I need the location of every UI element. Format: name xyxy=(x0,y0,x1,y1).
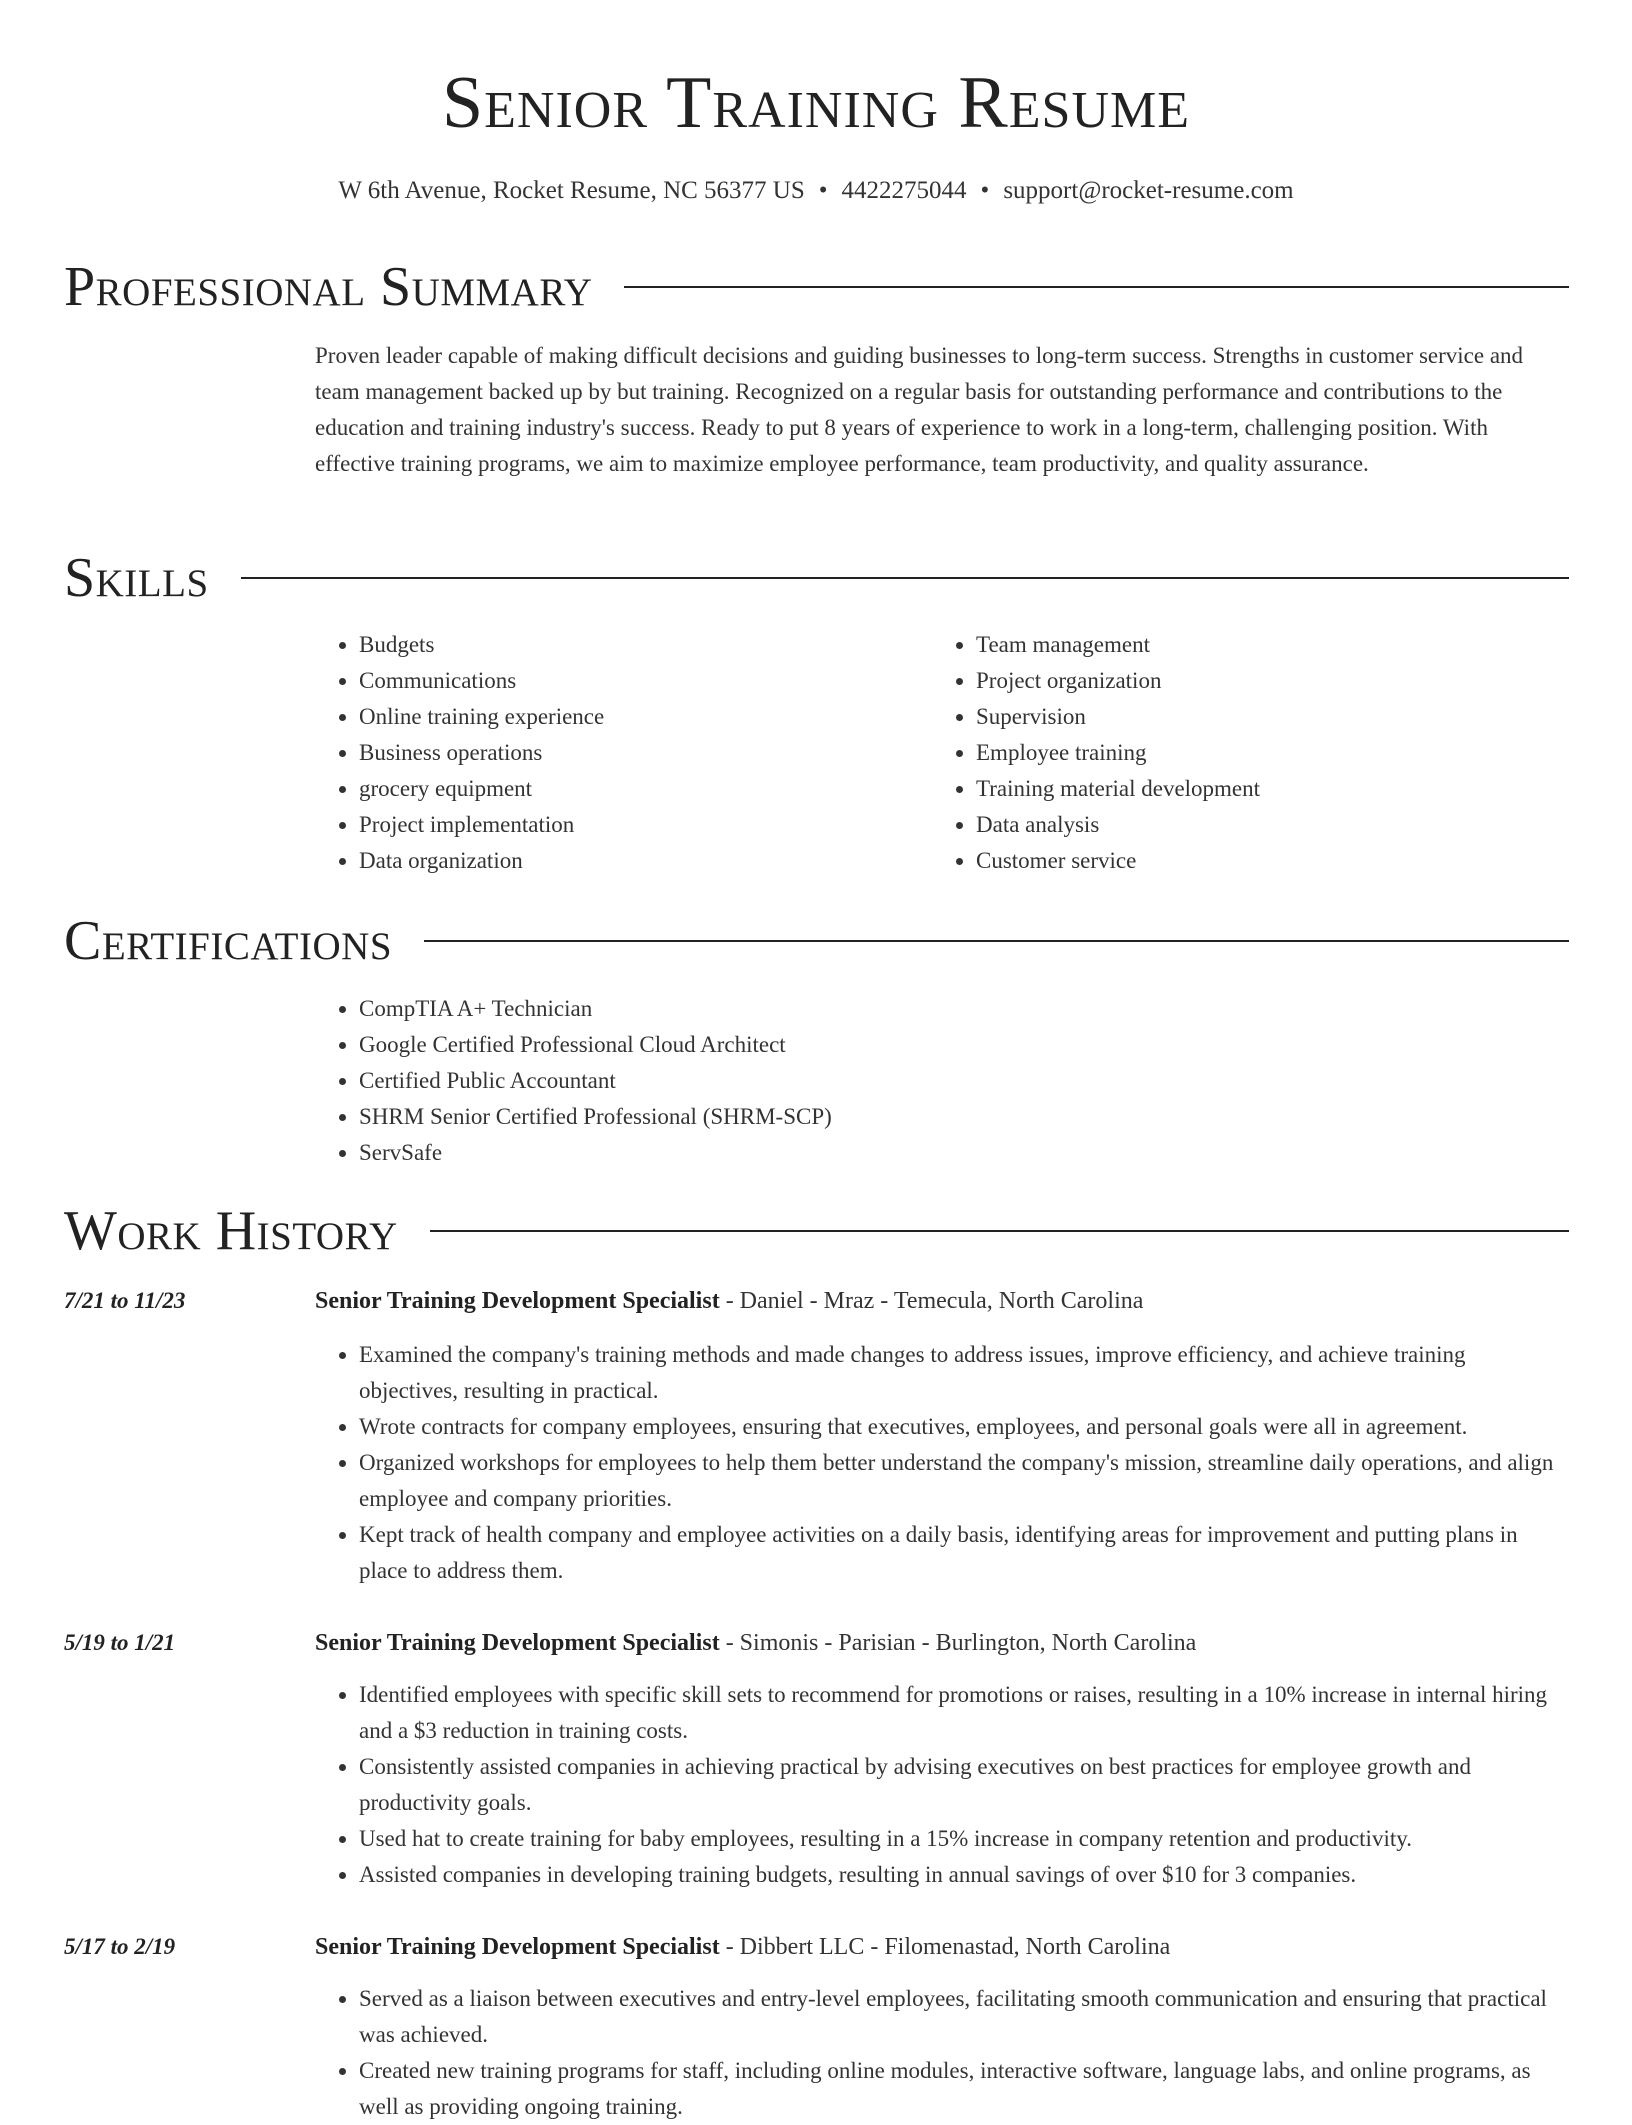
skill-item: • Supervision xyxy=(976,699,1576,735)
certifications-list xyxy=(315,991,1570,1171)
job-title: Senior Training Development Specialist xyxy=(315,1934,720,1960)
section-title-certifications: Certifications xyxy=(64,910,393,972)
skill-item: • Communications xyxy=(359,663,919,699)
summary-text: Proven leader capable of making difficult decisions and guiding businesses to long-term success. Strengths in customer service and team management backed up by but training. Recognized on a regular basis for outstanding performance and contributions to the education and training industry's success. Ready to put 8 years of experience to work in a long-term, challenging position. With effective training programs, we aim to maximize employee performance, team productivity, and quality assurance. xyxy=(315,343,1524,476)
certification-item: • ServSafe xyxy=(359,1135,1570,1171)
section-title-work-history: Work History xyxy=(64,1200,398,1262)
contact-separator: • xyxy=(818,177,828,204)
job-bullet-list xyxy=(315,1677,1570,1893)
skill-item: • Data organization xyxy=(359,843,919,879)
job-heading xyxy=(315,1625,1570,1661)
job-dates: 5/19 to 1/21 xyxy=(64,1630,176,1655)
job-bullet: • Consistently assisted companies in achieving practical by advising executives on best practices for employee growth and productivity goals. xyxy=(359,1749,1570,1821)
skill-item: • Online training experience xyxy=(359,699,919,735)
certification-item: • Google Certified Professional Cloud Architect xyxy=(359,1027,1570,1063)
job-bullet: • Assisted companies in developing training budgets, resulting in annual savings of over $10 for 3 companies. xyxy=(359,1857,1570,1893)
job-bullet: • Examined the company's training methods and made changes to address issues, improve efficiency, and achieve training objectives, resulting in practical. xyxy=(359,1337,1570,1409)
skill-item: • Business operations xyxy=(359,735,919,771)
work-history-section-header xyxy=(64,1199,1569,1263)
contact-separator: • xyxy=(980,177,990,204)
job-heading xyxy=(315,1929,1570,1965)
skill-item: • Employee training xyxy=(976,735,1576,771)
job-company: - Daniel - Mraz - Temecula, North Carolina xyxy=(719,1288,1144,1314)
section-divider xyxy=(424,940,1569,942)
skill-item: • Project organization xyxy=(976,663,1576,699)
job-bullet-list xyxy=(315,1981,1570,2125)
skill-item: • Customer service xyxy=(976,843,1576,879)
skill-item: • Budgets xyxy=(359,627,919,663)
skills-list-left xyxy=(315,627,919,879)
skill-item: • Team management xyxy=(976,627,1576,663)
job-bullet: • Used hat to create training for baby employees, resulting in a 15% increase in company retention and productivity. xyxy=(359,1821,1570,1857)
job-bullet: • Wrote contracts for company employees, ensuring that executives, employees, and personal goals were all in agreement. xyxy=(359,1409,1570,1445)
job-dates: 5/17 to 2/19 xyxy=(64,1934,176,1959)
section-divider xyxy=(430,1230,1569,1232)
job-bullet: • Created new training programs for staff, including online modules, interactive software, language labs, and online programs, as well as providing ongoing training. xyxy=(359,2053,1570,2125)
skills-section-header xyxy=(64,546,1569,610)
certification-item: • SHRM Senior Certified Professional (SHRM-SCP) xyxy=(359,1099,1570,1135)
skill-item: • grocery equipment xyxy=(359,771,919,807)
job-dates: 7/21 to 11/23 xyxy=(64,1288,186,1313)
summary-section-header xyxy=(64,255,1569,319)
job-bullet: • Identified employees with specific skill sets to recommend for promotions or raises, resulting in a 10% increase in internal hiring and a $3 reduction in training costs. xyxy=(359,1677,1570,1749)
job-bullet: • Kept track of health company and employee activities on a daily basis, identifying areas for improvement and putting plans in place to address them. xyxy=(359,1517,1570,1589)
job-company: - Simonis - Parisian - Burlington, North Carolina xyxy=(719,1630,1197,1656)
contact-line xyxy=(0,175,1632,207)
certifications-section-header xyxy=(64,909,1569,973)
skills-list-right xyxy=(932,627,1576,879)
certification-item: • CompTIA A+ Technician xyxy=(359,991,1570,1027)
job-title: Senior Training Development Specialist xyxy=(315,1630,720,1656)
contact-phone: 4422275044 xyxy=(841,177,967,204)
certification-item: • Certified Public Accountant xyxy=(359,1063,1570,1099)
job-bullet-list xyxy=(315,1337,1570,1589)
job-bullet: • Served as a liaison between executives and entry-level employees, facilitating smooth communication and ensuring that practical was achieved. xyxy=(359,1981,1570,2053)
section-divider xyxy=(624,286,1569,288)
section-divider xyxy=(241,577,1569,579)
job-title: Senior Training Development Specialist xyxy=(315,1288,720,1314)
section-title-summary: Professional Summary xyxy=(64,256,593,318)
skill-item: • Training material development xyxy=(976,771,1576,807)
job-heading xyxy=(315,1283,1570,1319)
resume-name: Senior Training Resume xyxy=(441,62,1190,144)
skill-item: • Project implementation xyxy=(359,807,919,843)
job-bullet: • Organized workshops for employees to help them better understand the company's mission, streamline daily operations, and align employee and company priorities. xyxy=(359,1445,1570,1517)
section-title-skills: Skills xyxy=(64,547,209,609)
skill-item: • Data analysis xyxy=(976,807,1576,843)
job-company: - Dibbert LLC - Filomenastad, North Carolina xyxy=(719,1934,1171,1960)
contact-address: W 6th Avenue, Rocket Resume, NC 56377 US xyxy=(338,177,805,204)
contact-email: support@rocket-resume.com xyxy=(1003,177,1294,204)
